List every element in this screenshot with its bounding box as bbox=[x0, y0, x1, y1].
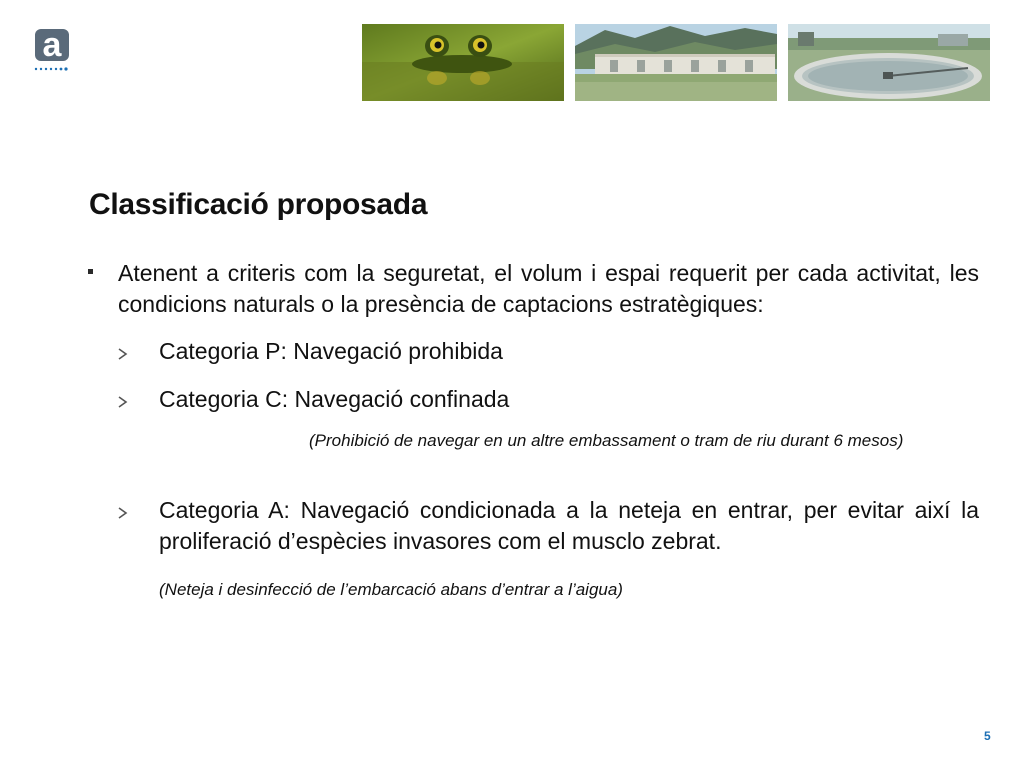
frog-photo bbox=[362, 24, 564, 101]
logo-letter: a bbox=[42, 26, 62, 64]
treatment-plant-photo bbox=[788, 24, 990, 101]
chevron-right-icon bbox=[117, 395, 129, 409]
agency-logo bbox=[30, 26, 74, 74]
intro-paragraph: Atenent a criteris com la seguretat, el volum i espai requerit per cada activitat, les condicions naturals o la presència de captacions estratègiques: bbox=[118, 260, 979, 317]
page-number: 5 bbox=[984, 729, 991, 743]
category-a-note: (Neteja i desinfecció de l’embarcació abans d’entrar a l’aigua) bbox=[159, 580, 623, 599]
square-bullet-icon bbox=[88, 269, 93, 274]
dam-photo bbox=[575, 24, 777, 101]
slide-title: Classificació proposada bbox=[89, 188, 428, 221]
chevron-right-icon bbox=[117, 506, 129, 520]
category-p-label: Categoria P: Navegació prohibida bbox=[159, 338, 503, 364]
category-c-note: (Prohibició de navegar en un altre embassament o tram de riu durant 6 mesos) bbox=[309, 431, 904, 450]
category-a-label: Categoria A: Navegació condicionada a la neteja en entrar, per evitar així la proliferació d’espècies invasores com el musclo zebrat. bbox=[159, 497, 979, 554]
category-c-label: Categoria C: Navegació confinada bbox=[159, 386, 510, 412]
chevron-right-icon bbox=[117, 347, 129, 361]
